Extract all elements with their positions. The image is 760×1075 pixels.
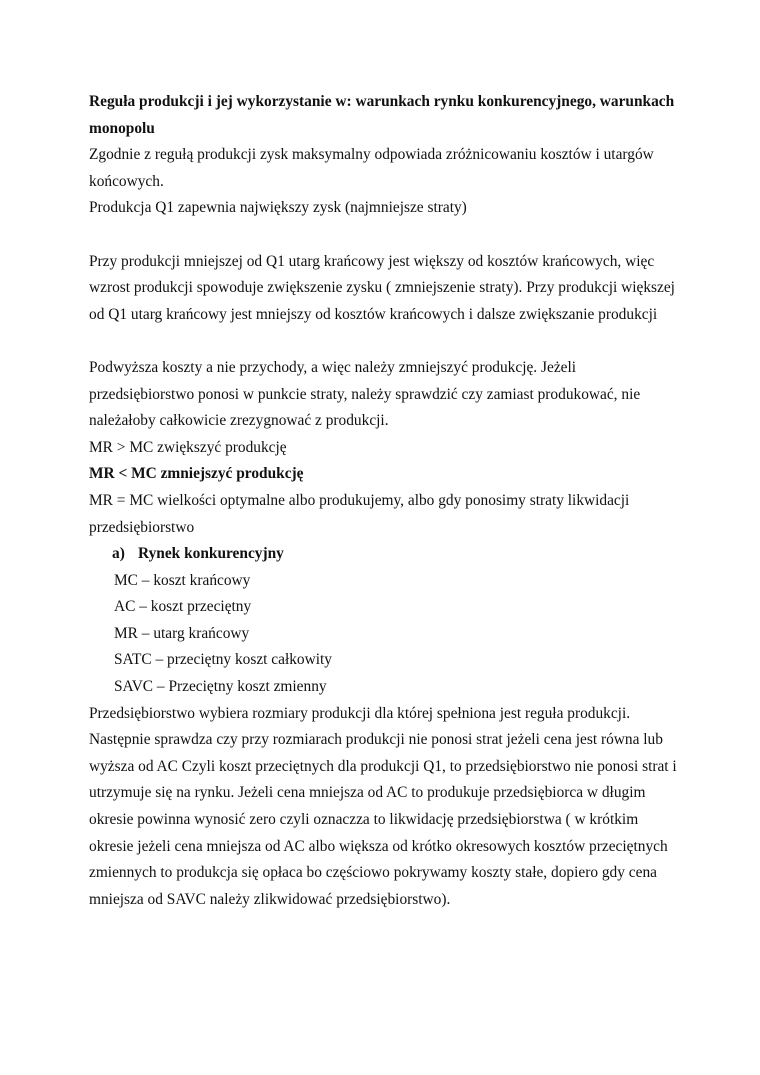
paragraph-marginal-revenue: Przy produkcji mniejszej od Q1 utarg krańcowy jest większy od kosztów krańcowych, więc wzrost produkcji spowoduje zwiększenie zysku ( zmniejszenie straty). Przy produkcji większej od Q1 utarg krańcowy jest mniejszy od kosztów krańcowych i dalsze zwiększanie produkcji	[89, 252, 675, 323]
paragraph-enterprise-choice: Przedsiębiorstwo wybiera rozmiary produkcji dla której spełniona jest reguła produkcji. Następnie sprawdza czy przy rozmiarach produkcji nie ponosi strat jeżeli cena jest równa lub wyższa od AC Czyli koszt przeciętnych dla produkcji Q1, to przedsiębiorstwo nie ponosi strat i utrzymuje się na rynku. Jeżeli cena mniejsza od AC to produkuje przedsiębiorca w długim okresie powinna wynosić zero czyli oznaczza to likwidację przedsiębiorstwa ( w krótkim okresie jeżeli cena mniejsza od AC albo większa od krótko okresowych kosztów przeciętnych zmiennych to produkcja się opłaca bo częściowo pokrywamy koszty stałe, dopiero gdy cena mniejsza od SAVC należy zlikwidować przedsiębiorstwo).	[89, 704, 677, 908]
paragraph-q1-max-profit: Produkcja Q1 zapewnia największy zysk (najmniejsze straty)	[89, 199, 467, 217]
section-a-marker: a)	[112, 545, 125, 563]
document-title: Reguła produkcji i jej wykorzystanie w: warunkach rynku konkurencyjnego, warunkach monopolu	[89, 93, 675, 137]
rule-mr-less-mc	[89, 461, 679, 488]
blank-line	[89, 222, 679, 249]
section-a-title: Rynek konkurencyjny	[138, 545, 284, 563]
paragraph-costs-increase: Podwyższa koszty a nie przychody, a więc należy zmniejszyć produkcję. Jeżeli przedsiębiorstwo ponosi w punkcie straty, należy sprawdzić czy zamiast produkować, nie należałoby całkowicie zrezygnować z produkcji.	[89, 358, 641, 430]
blank-line	[89, 328, 679, 355]
rule-mr-equal-mc: MR = MC wielkości optymalne albo produkujemy, albo gdy ponosimy straty likwidacji przedsiębiorstwo	[89, 491, 630, 536]
definition-item: MR – utarg krańcowy	[114, 624, 250, 642]
document-page	[89, 89, 679, 913]
rule-mr-less-mc-text: MR < MC zmniejszyć produkcję	[89, 465, 304, 483]
section-a-heading	[89, 541, 679, 568]
definition-item: SAVC – Przeciętny koszt zmienny	[114, 678, 327, 696]
paragraph-production-rule: Zgodnie z regułą produkcji zysk maksymalny odpowiada zróżnicowaniu kosztów i utargów końcowych.	[89, 146, 654, 190]
definition-item: SATC – przeciętny koszt całkowity	[114, 651, 332, 669]
definition-item: MC – koszt krańcowy	[114, 571, 251, 589]
rule-mr-greater-mc: MR > MC zwiększyć produkcję	[89, 438, 287, 456]
definition-item: AC – koszt przeciętny	[114, 598, 252, 616]
